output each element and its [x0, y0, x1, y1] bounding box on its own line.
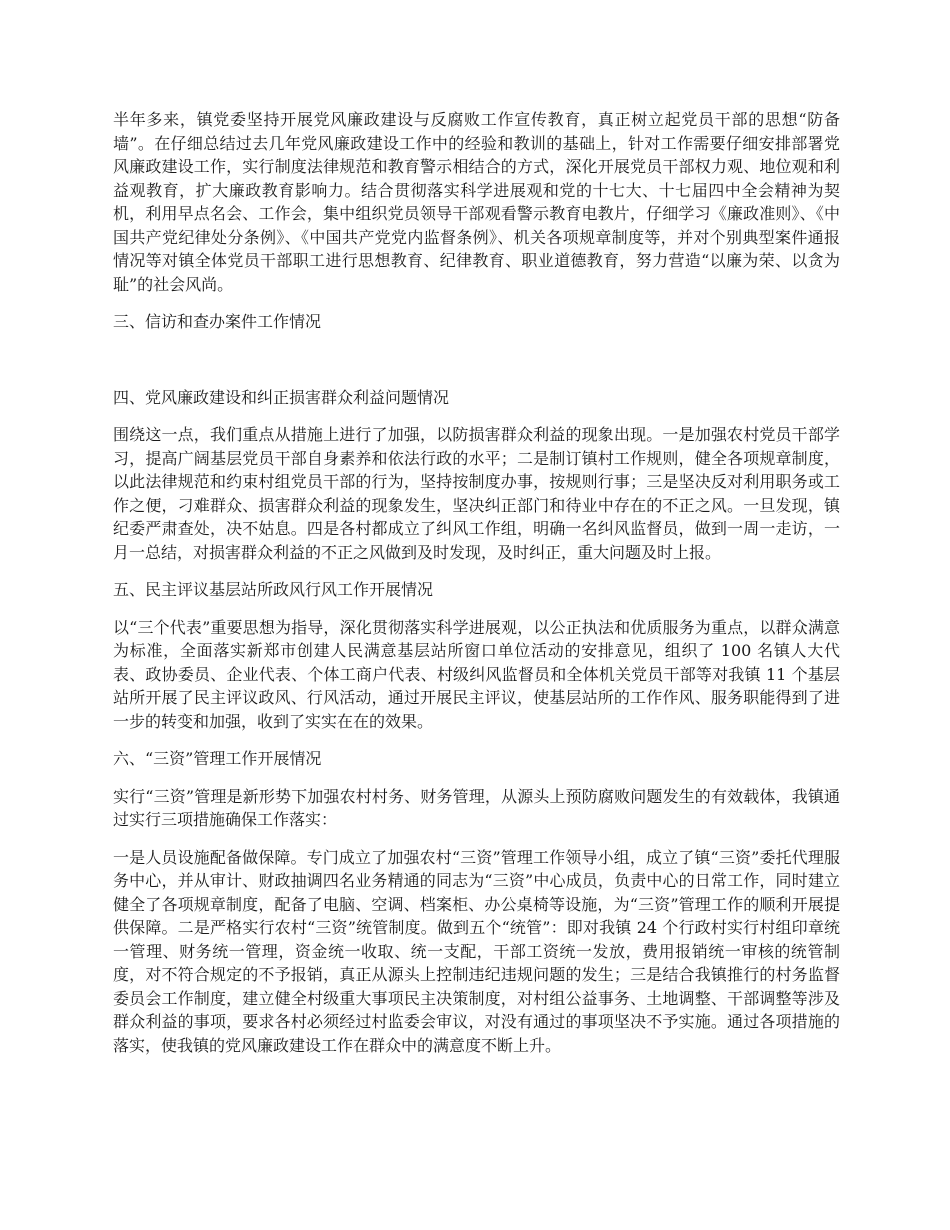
paragraph-party-conduct: 围绕这一点，我们重点从措施上进行了加强，以防损害群众利益的现象出现。一是加强农村党员干部学习，提高广阔基层党员干部自身素养和依法行政的水平；二是制订镇村工作规则，健全各项规章制度，以此法律规范和约束村组党员干部的行为，坚持按制度办事，按规则行事；三是坚决反对利用职务或工作之便，刁难群众、损害群众利益的现象发生，坚决纠正部门和待业中存在的不正之风。一旦发现，镇纪委严肃查处，决不姑息。四是各村都成立了纠风工作组，明确一名纠风监督员，做到一周一走访，一月一总结，对损害群众利益的不正之风做到及时发现，及时纠正，重大问题及时上报。 — [113, 425, 840, 562]
heading-three-assets: 六、“三资”管理工作开展情况 — [113, 749, 322, 768]
paragraph-three-assets-measures: 一是人员设施配备做保障。专门成立了加强农村“三资”管理工作领导小组，成立了镇“三资”委托代理服务中心，并从审计、财政抽调四名业务精通的同志为“三资”中心成员，负责中心的日常工作，同时建立健全了各项规章制度，配备了电脑、空调、档案柜、办公桌椅等设施，为“三资”管理工作的顺利开展提供保障。二是严格实行农村“三资”统管制度。做到五个“统管”：即对我镇 24 个行政村实行村组印章统一管理、财务统一管理，资金统一收取、统一支配，干部工资统一发放，费用报销统一审核的统管制度，对不符合规定的不予报销，真正从源头上控制违纪违规问题的发生；三是结合我镇推行的村务监督委员会工作制度，建立健全村级重大事项民主决策制度，对村组公益事务、土地调整、干部调整等涉及群众利益的事项，要求各村必须经过村监委会审议，对没有通过的事项坚决不予实施。通过各项措施的落实，使我镇的党风廉政建设工作在群众中的满意度不断上升。 — [113, 847, 840, 1055]
heading-petition-cases: 三、信访和查办案件工作情况 — [113, 312, 322, 331]
heading-democratic-review: 五、民主评议基层站所政风行风工作开展情况 — [113, 580, 434, 599]
heading-party-conduct: 四、党风廉政建设和纠正损害群众利益问题情况 — [113, 387, 450, 407]
paragraph-democratic-review: 以“三个代表”重要思想为指导，深化贯彻落实科学进展观，以公正执法和优质服务为重点，以群众满意为标准，全面落实新郑市创建人民满意基层站所窗口单位活动的安排意见，组织了 100 名镇人大代表、政协委员、企业代表、个体工商户代表、村级纠风监督员和全体机关党员干部等对我镇 11 个基层站所开展了民主评议政风、行风活动，通过开展民主评议，使基层站所的工作作风、服务职能得到了进一步的转变和加强，收到了实实在在的效果。 — [113, 617, 840, 731]
blank-gap — [113, 348, 840, 386]
paragraph-three-assets-intro: 实行“三资”管理是新形势下加强农村村务、财务管理，从源头上预防腐败问题发生的有效载体，我镇通过实行三项措施确保工作落实： — [113, 786, 840, 829]
document-page — [113, 108, 840, 1071]
paragraph-education: 半年多来，镇党委坚持开展党风廉政建设与反腐败工作宣传教育，真正树立起党员干部的思想“防备墙”。在仔细总结过去几年党风廉政建设工作中的经验和教训的基础上，针对工作需要仔细安排部署党风廉政建设工作，实行制度法律规范和教育警示相结合的方式，深化开展党员干部权力观、地位观和利益观教育，扩大廉政教育影响力。结合贯彻落实科学进展观和党的十七大、十七届四中全会精神为契机，利用早点名会、工作会，集中组织党员领导干部观看警示教育电教片，仔细学习《廉政准则》、《中国共产党纪律处分条例》、《中国共产党党内监督条例》、机关各项规章制度等，并对个别典型案件通报情况等对镇全体党员干部职工进行思想教育、纪律教育、职业道德教育，努力营造“以廉为荣、以贪为耻”的社会风尚。 — [113, 110, 840, 294]
